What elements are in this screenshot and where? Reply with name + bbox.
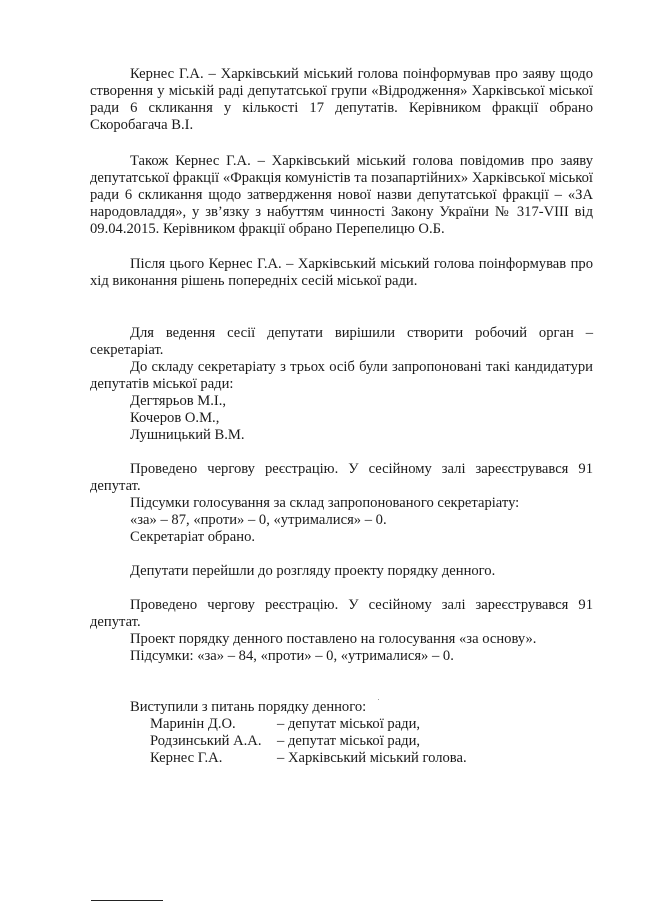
agenda-vote-result: Підсумки: «за» – 84, «проти» – 0, «утрималися» – 0.	[130, 648, 454, 664]
speaker-role: – Харківський міський голова.	[277, 750, 467, 766]
paragraph-decisions-report: Після цього Кернес Г.А. – Харківський міський голова поінформував про хід виконання рішень попередніх сесій міської ради.	[90, 256, 593, 289]
candidate-2: Кочеров О.М.,	[130, 410, 220, 426]
agenda-vote-text: Проект порядку денного поставлено на голосування «за основу».	[130, 631, 537, 647]
speaker-role: – депутат міської ради,	[277, 733, 421, 749]
speaker-role: – депутат міської ради,	[277, 716, 421, 732]
candidate-1: Дегтярьов М.І.,	[130, 393, 227, 409]
speaker-name: Кернес Г.А.	[150, 750, 223, 766]
candidate-3: Лушницький В.М.	[130, 427, 245, 443]
footnote-rule	[91, 900, 163, 901]
paragraph-group-vidrodzhennia: Кернес Г.А. – Харківський міський голова поінформував про заяву щодо створення у міській раді депутатської групи «Відродження» Харківської міської ради 6 скликання у кількості 17 депутатів. Керівником фракції обрано Скоробагача В.І.	[90, 66, 593, 133]
secretariat-vote-title: Підсумки голосування за склад запропонованого секретаріату:	[130, 495, 520, 511]
secretariat-vote-result: «за» – 87, «проти» – 0, «утрималися» – 0.	[130, 512, 387, 528]
registration-2: Проведено чергову реєстрацію. У сесійному залі зареєструвався 91 депутат.	[90, 597, 593, 630]
speaker-name: Маринін Д.О.	[150, 716, 236, 732]
secretariat-outcome: Секретаріат обрано.	[130, 529, 256, 545]
scan-speck	[378, 699, 379, 700]
speaker-name: Родзинський А.А.	[150, 733, 262, 749]
paragraph-faction-rename: Також Кернес Г.А. – Харківський міський голова повідомив про заяву депутатської фракції «Фракція комуністів та позапартійних» Харківської міської ради 6 скликання щодо затвердження нової назви депутатської фракції – «ЗА народовладдя», у зв’язку з набуттям чинності Закону України № 317-VIII від 09.04.2015. Керівником фракції обрано Перепелицю О.Б.	[90, 153, 593, 237]
paragraph-working-body: Для ведення сесії депутати вирішили створити робочий орган – секретаріат.	[90, 325, 593, 358]
speakers-title: Виступили з питань порядку денного:	[130, 699, 367, 715]
paragraph-secretariat-candidates: До складу секретаріату з трьох осіб були запропоновані такі кандидатури депутатів міської ради:	[90, 359, 593, 392]
registration-1: Проведено чергову реєстрацію. У сесійному залі зареєструвався 91 депутат.	[90, 461, 593, 494]
agenda-move: Депутати перейшли до розгляду проекту порядку денного.	[130, 563, 496, 579]
